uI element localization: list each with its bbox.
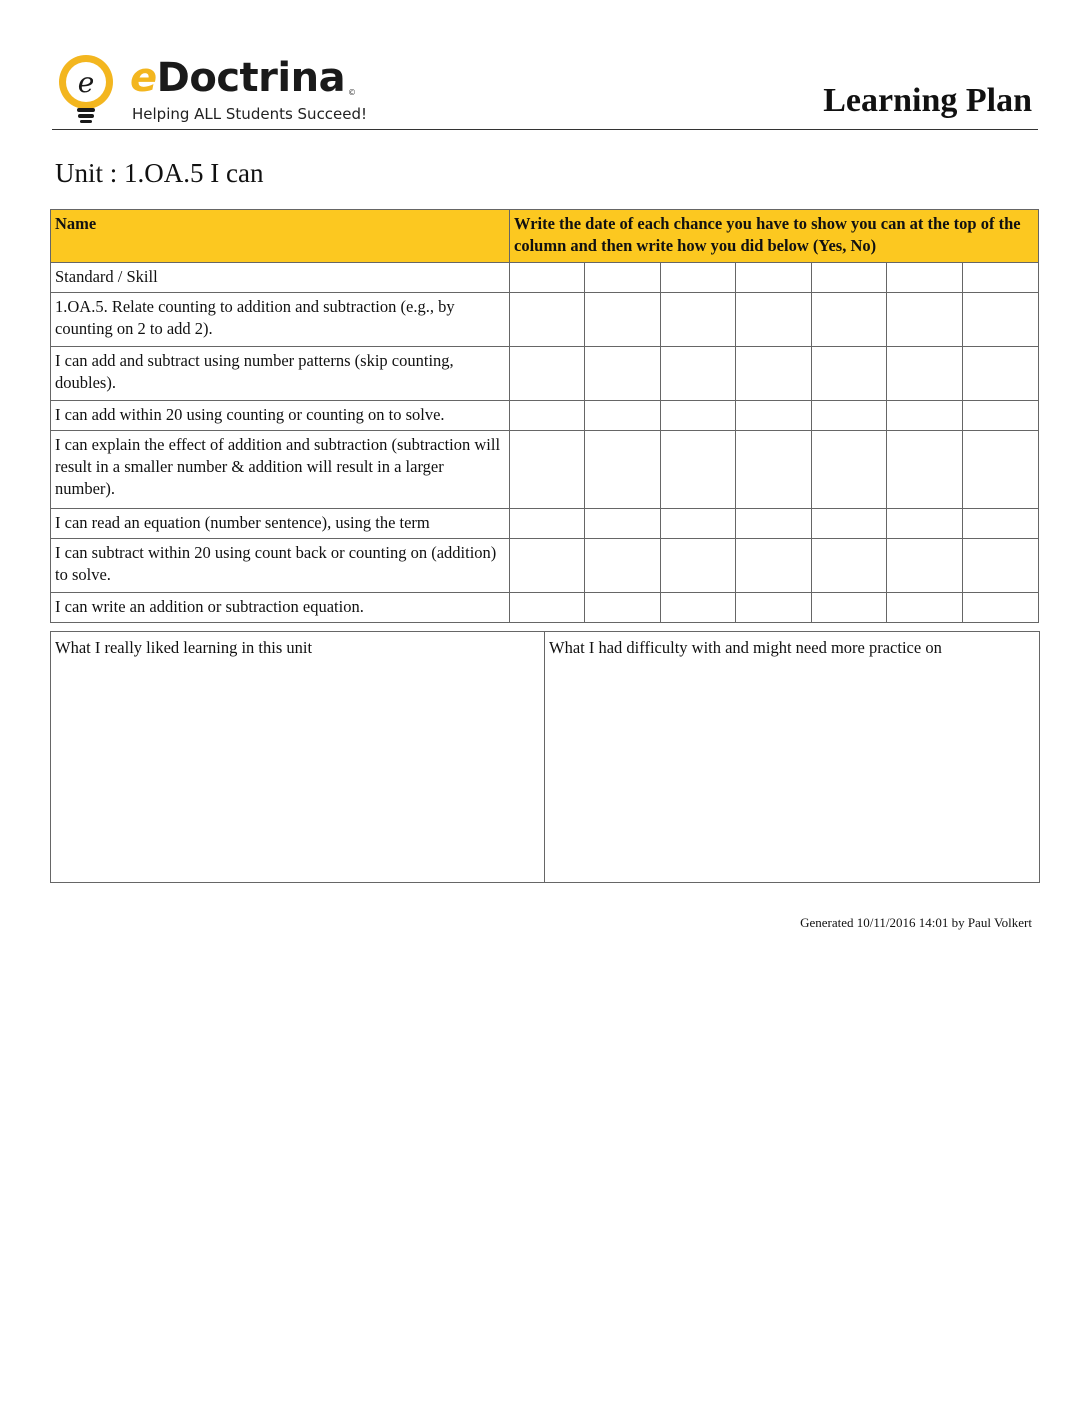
result-entry-cell[interactable] — [661, 347, 736, 401]
trademark: © — [348, 88, 356, 97]
unit-title: Unit : 1.OA.5 I can — [55, 158, 264, 188]
difficulty-box[interactable]: What I had difficulty with and might need more practice on — [545, 632, 1040, 883]
svg-text:e: e — [77, 66, 95, 99]
result-entry-cell[interactable] — [510, 401, 585, 431]
date-entry-cell[interactable] — [736, 263, 812, 293]
result-entry-cell[interactable] — [887, 509, 963, 539]
learning-plan-table — [50, 209, 1039, 623]
skill-text: 1.OA.5. Relate counting to addition and subtraction (e.g., by counting on 2 to add 2). — [51, 293, 510, 347]
date-entry-cell[interactable] — [963, 263, 1039, 293]
result-entry-cell[interactable] — [510, 539, 585, 593]
result-entry-cell[interactable] — [963, 431, 1039, 509]
result-entry-cell[interactable] — [812, 293, 887, 347]
result-entry-cell[interactable] — [661, 293, 736, 347]
generated-footer: Generated 10/11/2016 14:01 by Paul Volkert — [800, 915, 1032, 930]
skill-text: I can write an addition or subtraction equation. — [51, 593, 510, 623]
result-entry-cell[interactable] — [812, 401, 887, 431]
brand-rest: Doctrina — [156, 55, 346, 101]
result-entry-cell[interactable] — [963, 509, 1039, 539]
tagline: Helping ALL Students Succeed! — [132, 105, 368, 123]
standard-skill-label: Standard / Skill — [51, 263, 510, 293]
date-entry-cell[interactable] — [887, 263, 963, 293]
result-entry-cell[interactable] — [585, 539, 661, 593]
skill-text: I can subtract within 20 using count back or counting on (addition) to solve. — [51, 539, 510, 593]
date-entry-cell[interactable] — [510, 263, 585, 293]
name-header: Name — [51, 210, 510, 263]
skill-text: I can explain the effect of addition and subtraction (subtraction will result in a smaller number & addition will result in a larger number). — [51, 431, 510, 509]
result-entry-cell[interactable] — [585, 593, 661, 623]
result-entry-cell[interactable] — [510, 593, 585, 623]
skill-text: I can add within 20 using counting or counting on to solve. — [51, 401, 510, 431]
instructions-header: Write the date of each chance you have to show you can at the top of the column and then write how you did below (Yes, No) — [510, 210, 1039, 263]
result-entry-cell[interactable] — [661, 593, 736, 623]
result-entry-cell[interactable] — [510, 431, 585, 509]
date-entry-cell[interactable] — [812, 263, 887, 293]
result-entry-cell[interactable] — [887, 431, 963, 509]
result-entry-cell[interactable] — [963, 347, 1039, 401]
result-entry-cell[interactable] — [812, 593, 887, 623]
result-entry-cell[interactable] — [585, 293, 661, 347]
result-entry-cell[interactable] — [585, 401, 661, 431]
table-row — [51, 539, 1039, 593]
result-entry-cell[interactable] — [812, 509, 887, 539]
brand-name — [130, 55, 346, 101]
date-entry-cell[interactable] — [585, 263, 661, 293]
skill-text: I can add and subtract using number patterns (skip counting, doubles). — [51, 347, 510, 401]
result-entry-cell[interactable] — [585, 347, 661, 401]
table-header-row — [51, 210, 1039, 263]
table-row — [51, 431, 1039, 509]
result-entry-cell[interactable] — [887, 293, 963, 347]
table-row — [51, 509, 1039, 539]
result-entry-cell[interactable] — [963, 539, 1039, 593]
table-row — [51, 593, 1039, 623]
edoctrina-logo — [52, 52, 382, 126]
document-title: Learning Plan — [823, 82, 1032, 119]
result-entry-cell[interactable] — [661, 539, 736, 593]
result-entry-cell[interactable] — [887, 593, 963, 623]
liked-learning-box[interactable]: What I really liked learning in this unit — [51, 632, 545, 883]
result-entry-cell[interactable] — [736, 401, 812, 431]
result-entry-cell[interactable] — [661, 431, 736, 509]
result-entry-cell[interactable] — [736, 539, 812, 593]
reflection-table — [50, 631, 1040, 883]
result-entry-cell[interactable] — [963, 293, 1039, 347]
table-row — [51, 347, 1039, 401]
result-entry-cell[interactable] — [887, 401, 963, 431]
result-entry-cell[interactable] — [510, 293, 585, 347]
result-entry-cell[interactable] — [812, 431, 887, 509]
result-entry-cell[interactable] — [812, 347, 887, 401]
result-entry-cell[interactable] — [510, 347, 585, 401]
result-entry-cell[interactable] — [887, 539, 963, 593]
result-entry-cell[interactable] — [585, 431, 661, 509]
result-entry-cell[interactable] — [736, 431, 812, 509]
brand-prefix: e — [130, 55, 157, 101]
result-entry-cell[interactable] — [510, 509, 585, 539]
skill-text: I can read an equation (number sentence), using the term — [51, 509, 510, 539]
result-entry-cell[interactable] — [887, 347, 963, 401]
result-entry-cell[interactable] — [736, 347, 812, 401]
table-row — [51, 293, 1039, 347]
header-rule — [52, 129, 1038, 130]
result-entry-cell[interactable] — [736, 293, 812, 347]
date-entry-cell[interactable] — [661, 263, 736, 293]
result-entry-cell[interactable] — [812, 539, 887, 593]
lightbulb-e-icon — [52, 52, 124, 126]
page-header — [52, 52, 1038, 130]
result-entry-cell[interactable] — [736, 509, 812, 539]
result-entry-cell[interactable] — [661, 509, 736, 539]
result-entry-cell[interactable] — [963, 401, 1039, 431]
result-entry-cell[interactable] — [736, 593, 812, 623]
table-row — [51, 263, 1039, 293]
result-entry-cell[interactable] — [585, 509, 661, 539]
result-entry-cell[interactable] — [661, 401, 736, 431]
table-row — [51, 401, 1039, 431]
result-entry-cell[interactable] — [963, 593, 1039, 623]
